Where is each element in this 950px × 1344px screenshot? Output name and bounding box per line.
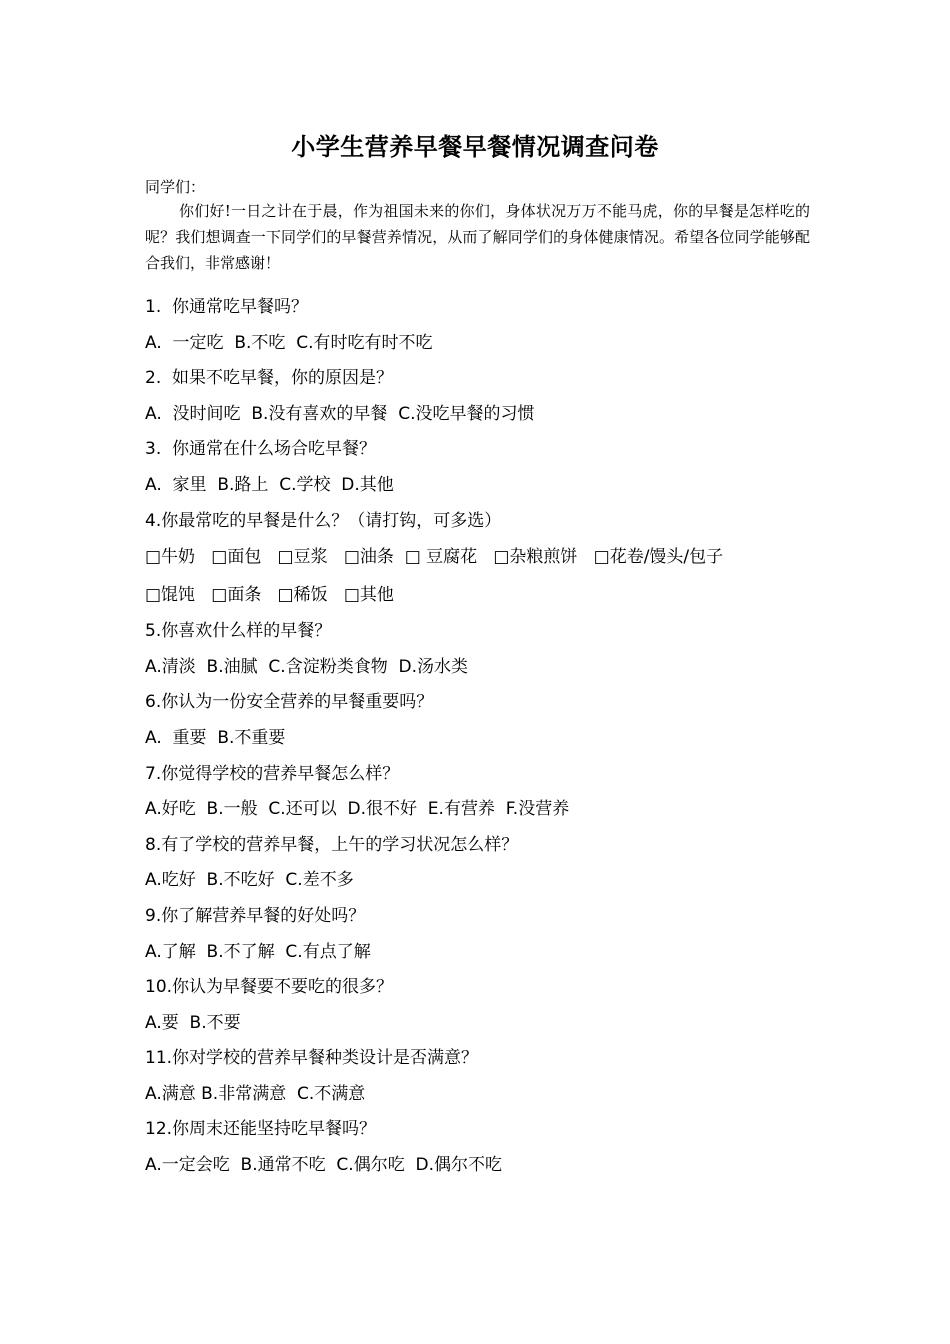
answer-options-3: A. 家里 B.路上 C.学校 D.其他 (145, 474, 394, 495)
answer-options-5: A.清淡 B.油腻 C.含淀粉类食物 D.汤水类 (145, 656, 468, 677)
question-4: 4.你最常吃的早餐是什么？（请打钩，可多选） (145, 510, 502, 531)
question-12: 12.你周末还能坚持吃早餐吗？ (145, 1119, 377, 1140)
question-5: 5.你喜欢什么样的早餐？ (145, 621, 332, 642)
intro-paragraph: 你们好!一日之计在于晨，作为祖国未来的你们，身体状况万万不能马虎，你的早餐是怎样吃的呢？我们想调查一下同学们的早餐营养情况，从而了解同学们的身体健康情况。希望各位同学能够配合我们，非常感谢！ (145, 202, 810, 272)
checkbox-options-row-2: □馄饨 □面条 □稀饭 □其他 (145, 584, 394, 605)
answer-options-1: A. 一定吃 B.不吃 C.有时吃有时不吃 (145, 332, 433, 353)
answer-options-8: A.吃好 B.不吃好 C.差不多 (145, 870, 354, 891)
answer-options-10: A.要 B.不要 (145, 1012, 241, 1033)
question-10: 10.你认为早餐要不要吃的很多？ (145, 977, 394, 998)
question-list (145, 290, 825, 1184)
answer-options-11: A.满意 B.非常满意 C.不满意 (145, 1083, 366, 1104)
question-7: 7.你觉得学校的营养早餐怎么样？ (145, 763, 400, 784)
answer-options-12: A.一定会吃 B.通常不吃 C.偶尔吃 D.偶尔不吃 (145, 1155, 502, 1176)
page-title: 小学生营养早餐早餐情况调查问卷 (291, 133, 659, 161)
question-1: 1. 你通常吃早餐吗？ (145, 297, 309, 317)
answer-options-9: A.了解 B.不了解 C.有点了解 (145, 941, 371, 962)
question-9: 9.你了解营养早餐的好处吗？ (145, 905, 366, 926)
answer-options-2: A. 没时间吃 B.没有喜欢的早餐 C.没吃早餐的习惯 (145, 403, 535, 424)
greeting: 同学们： (145, 178, 206, 196)
checkbox-options-row-1: □牛奶 □面包 □豆浆 □油条 □ 豆腐花 □杂粮煎饼 □花卷/馒头/包子 (145, 547, 724, 568)
answer-options-7: A.好吃 B.一般 C.还可以 D.很不好 E.有营养 F.没营养 (145, 799, 570, 820)
question-11: 11.你对学校的营养早餐种类设计是否满意？ (145, 1048, 479, 1069)
question-6: 6.你认为一份安全营养的早餐重要吗？ (145, 692, 434, 713)
question-3: 3. 你通常在什么场合吃早餐？ (145, 439, 377, 460)
question-2: 2. 如果不吃早餐，你的原因是？ (145, 368, 394, 389)
answer-options-6: A. 重要 B.不重要 (145, 727, 286, 748)
question-8: 8.有了学校的营养早餐，上午的学习状况怎么样？ (145, 834, 519, 855)
